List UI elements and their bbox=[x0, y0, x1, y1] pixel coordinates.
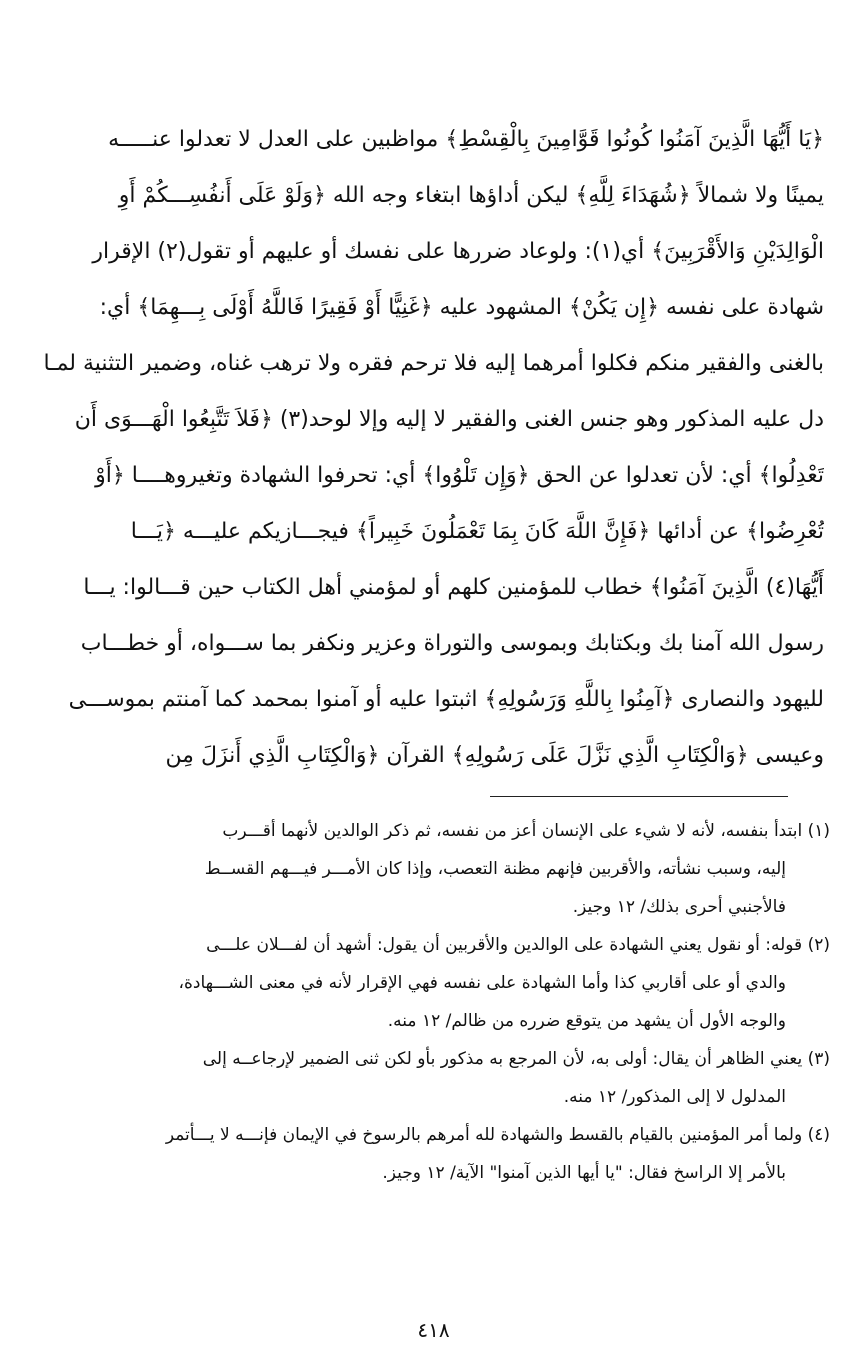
text-line: ﴿يَا أَيُّهَا الَّذِينَ آمَنُوا كُونُوا قَوَّامِينَ بِالْقِسْطِ﴾ مواظبين على العدل لا تعدلوا عنـــــه bbox=[108, 127, 824, 152]
footnote-line: (٤) ولما أمر المؤمنين بالقيام بالقسط والشهادة لله أمرهم بالرسوخ في الإيمان فإنـــه لا يـــأتمر bbox=[165, 1125, 830, 1145]
footnote-line: إليه، وسبب نشأته، والأقربين فإنهم مظنة التعصب، وإذا كان الأمـــر فيـــهم القســط bbox=[204, 859, 786, 879]
main-text-block bbox=[40, 112, 824, 784]
footnote-line: (٢) قوله: أو نقول يعني الشهادة على الوالدين والأقربين أن يقول: أشهد أن لفـــلان علـــى bbox=[206, 935, 830, 955]
footnote-4 bbox=[34, 1116, 830, 1192]
footnote-line: (١) ابتدأ بنفسه، لأنه لا شيء على الإنسان أعز من نفسه، ثم ذكر الوالدين لأنهما أقـــرب bbox=[222, 821, 830, 841]
footnote-3 bbox=[34, 1040, 830, 1116]
footnote-line: فالأجنبي أحرى بذلك/ ١٢ وجيز. bbox=[572, 897, 786, 917]
text-line: تُعْرِضُوا﴾ عن أدائها ﴿فَإِنَّ اللَّهَ كَانَ بِمَا تَعْمَلُونَ خَبِيراً﴾ فيجـــازيكم عليـــه ﴿يَـــا bbox=[130, 519, 824, 544]
footnote-2 bbox=[34, 926, 830, 1040]
text-line: الْوَالِدَيْنِ وَالأَقْرَبِينَ﴾ أي(١): ولوعاد ضررها على نفسك أو عليهم أو تقول(٢) الإقرار bbox=[92, 239, 824, 264]
text-line: أَيُّهَا(٤) الَّذِينَ آمَنُوا﴾ خطاب للمؤمنين كلهم أو لمؤمني أهل الكتاب حين قـــالوا: يـــا bbox=[83, 575, 824, 600]
text-line: دل عليه المذكور وهو جنس الغنى والفقير لا إليه وإلا لوحد(٣) ﴿فَلاَ تَتَّبِعُوا الْهَـــوَى أَن bbox=[74, 407, 824, 432]
text-line: لليهود والنصارى ﴿آمِنُوا بِاللَّهِ وَرَسُولِهِ﴾ اثبتوا عليه أو آمنوا بمحمد كما آمنتم بموســـى bbox=[68, 687, 824, 712]
text-line: بالغنى والفقير منكم فكلوا أمرهما إليه فلا ترحم فقره ولا ترهب غناه، وضمير التثنية لمـا bbox=[43, 351, 824, 376]
footnote-line: بالأمر إلا الراسخ فقال: "يا أيها الذين آمنوا" الآية/ ١٢ وجيز. bbox=[382, 1163, 786, 1183]
text-line: شهادة على نفسه ﴿إِن يَكُنْ﴾ المشهود عليه ﴿غَنِيًّا أَوْ فَقِيرًا فَاللَّهُ أَوْلَى بِـــهِمَا﴾ أي: bbox=[99, 295, 824, 320]
footnote-line: والدي أو على أقاربي كذا وأما الشهادة على نفسه فهي الإقرار لأنه في معنى الشـــهادة، bbox=[178, 973, 786, 993]
text-line: تَعْدِلُوا﴾ أي: لأن تعدلوا عن الحق ﴿وَإِن تَلْوُوا﴾ أي: تحرفوا الشهادة وتغيروهــــا ﴿أَوْ bbox=[95, 463, 824, 488]
footnote-separator bbox=[490, 796, 788, 797]
footnote-line: والوجه الأول أن يشهد من يتوقع ضرره من ظالم/ ١٢ منه. bbox=[387, 1011, 786, 1031]
text-line: رسول الله آمنا بك وبكتابك وبموسى والتوراة وعزير ونكفر بما ســـواه، أو خطـــاب bbox=[80, 631, 824, 656]
page-number: ٤١٨ bbox=[417, 1318, 450, 1342]
footnote-line: (٣) يعني الظاهر أن يقال: أولى به، لأن المرجع به مذكور بأو لكن ثنى الضمير لإرجاعــه إلى bbox=[202, 1049, 830, 1069]
text-line: يمينًا ولا شمالاً ﴿شُهَدَاءَ لِلَّهِ﴾ ليكن أداؤها ابتغاء وجه الله ﴿وَلَوْ عَلَى أَنفُسِـــكُمْ أَوِ bbox=[118, 183, 824, 208]
text-line: وعيسى ﴿وَالْكِتَابِ الَّذِي نَزَّلَ عَلَى رَسُولِهِ﴾ القرآن ﴿وَالْكِتَابِ الَّذِي أَنزَلَ مِن bbox=[165, 743, 824, 768]
footnote-1 bbox=[34, 812, 830, 926]
footnote-line: المدلول لا إلى المذكور/ ١٢ منه. bbox=[563, 1087, 786, 1107]
footnotes-block bbox=[34, 812, 830, 1192]
